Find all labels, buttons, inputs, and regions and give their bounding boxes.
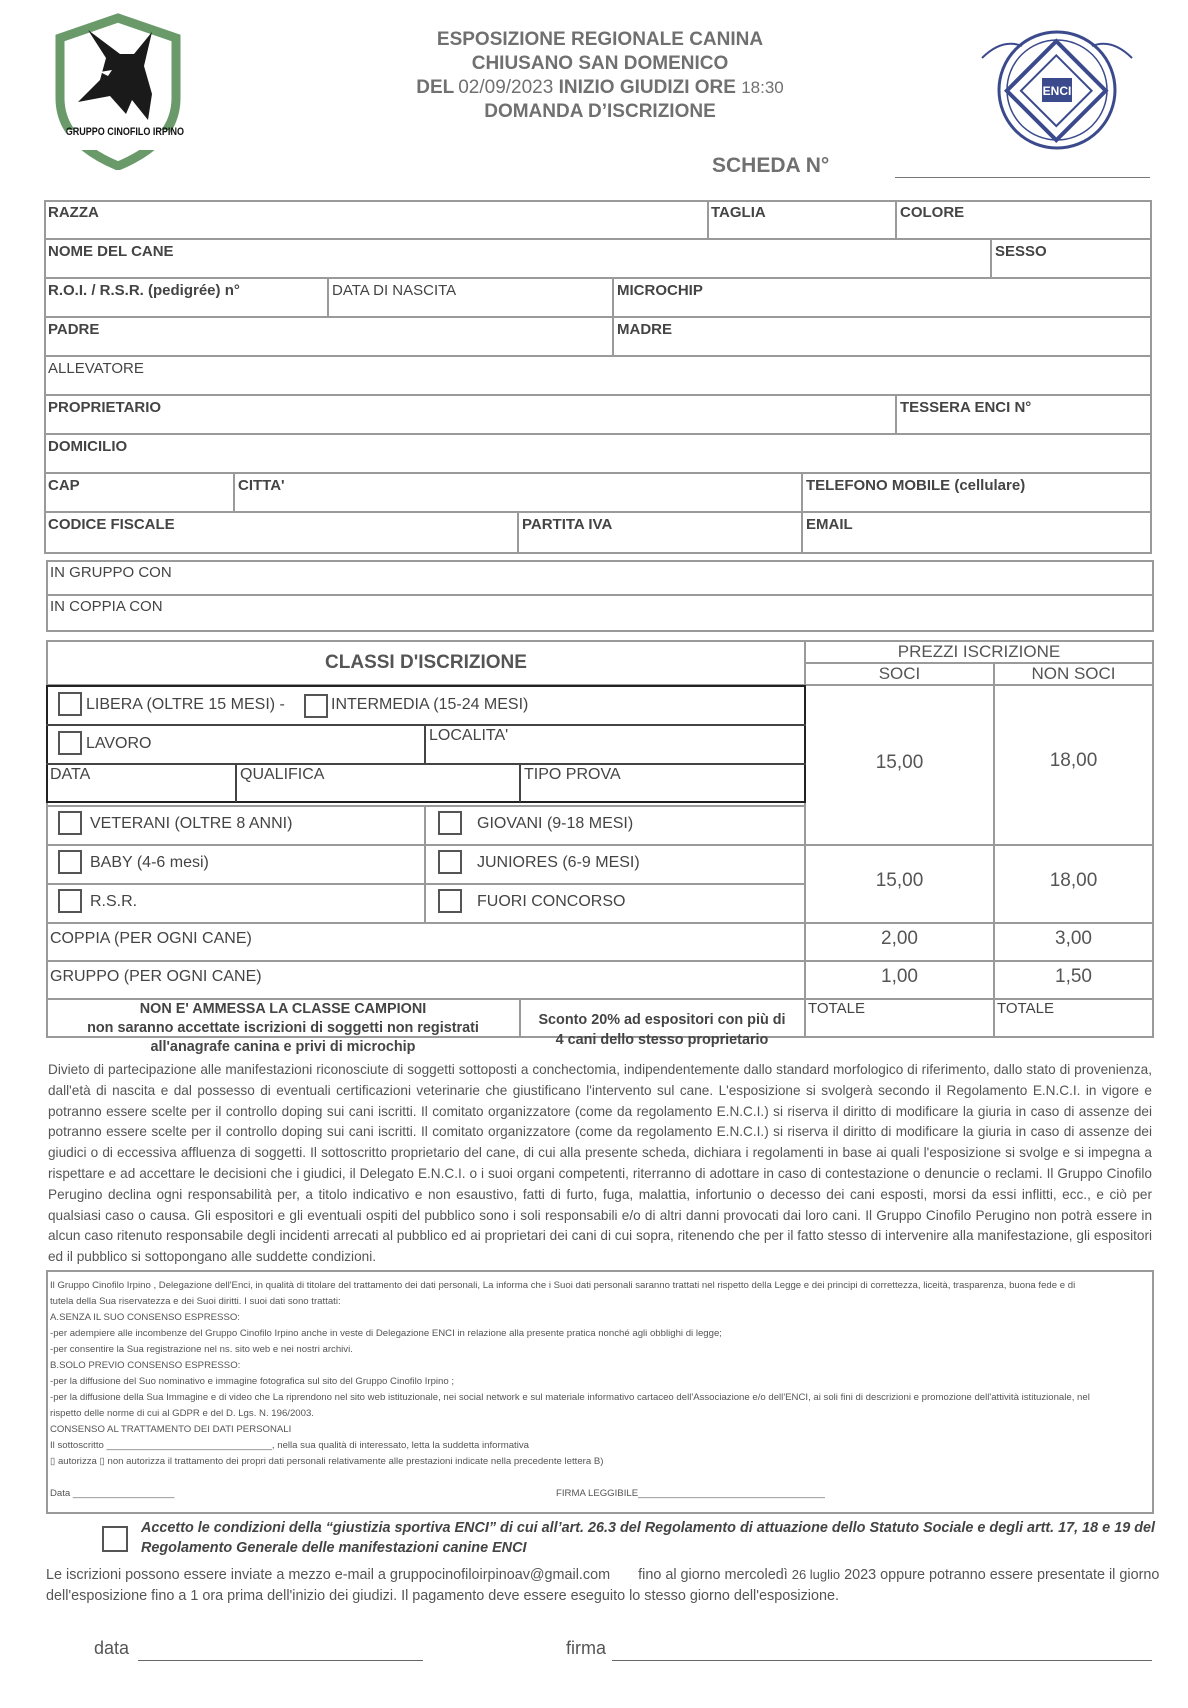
field-roi[interactable]: R.O.I. / R.S.R. (pedigrée) n° xyxy=(48,282,240,299)
privacy-line: -per consentire la Sua registrazione nel ns. sito web e nei nostri archivi. xyxy=(50,1344,353,1355)
field-cap[interactable]: CAP xyxy=(48,477,80,494)
price-coppia-soci: 2,00 xyxy=(881,928,918,949)
logo-enci xyxy=(972,28,1142,153)
field-domicilio[interactable]: DOMICILIO xyxy=(48,438,128,455)
field-data-prova[interactable]: DATA xyxy=(50,766,91,783)
field-razza[interactable]: RAZZA xyxy=(48,204,99,221)
header-inizio: INIZIO GIUDIZI ORE xyxy=(558,77,736,98)
field-in-gruppo-con[interactable]: IN GRUPPO CON xyxy=(50,564,172,581)
footer-deadline-date: 26 luglio xyxy=(791,1567,841,1582)
group-couple-table xyxy=(46,560,1154,632)
privacy-line: ▯ autorizza ▯ non autorizza il trattamento dei propri dati personali relativamente alle prestazioni indicate nella precedente lettera B) xyxy=(50,1456,604,1467)
header-title xyxy=(360,28,840,124)
notice-campioni xyxy=(48,1000,518,1057)
field-partita-iva[interactable]: PARTITA IVA xyxy=(522,516,613,533)
class-intermedia: INTERMEDIA (15-24 MESI) xyxy=(331,696,529,713)
privacy-firma-field[interactable]: FIRMA LEGGIBILE___________________________________ xyxy=(556,1488,825,1499)
field-nome-cane[interactable]: NOME DEL CANE xyxy=(48,243,174,260)
checkbox-juniores[interactable] xyxy=(438,850,462,874)
scheda-number-line[interactable] xyxy=(895,177,1150,178)
totale-nonsoci[interactable]: TOTALE xyxy=(997,1000,1054,1017)
class-lavoro: LAVORO xyxy=(86,735,152,752)
header-time: 18:30 xyxy=(741,78,784,97)
footer-email-text: Le iscrizioni possono essere inviate a mezzo e-mail a gruppocinofiloirpinoav@gmail.com xyxy=(46,1567,611,1583)
field-taglia[interactable]: TAGLIA xyxy=(711,204,766,221)
accept-line1: Accetto le condizioni della “giustizia sportiva ENCI” di cui all’art. 26.3 del Regolamento di attuazione dello Statuto Sociale e degli artt. 17, 18 e 19 del xyxy=(141,1520,1155,1536)
class-baby: BABY (4-6 mesi) xyxy=(90,854,209,871)
field-proprietario[interactable]: PROPRIETARIO xyxy=(48,399,162,416)
privacy-line: Il sottoscritto _______________________________, nella sua qualità di interessato, letta la suddetta informativa xyxy=(50,1440,529,1451)
svg-text:ENCI: ENCI xyxy=(1042,84,1072,98)
field-madre[interactable]: MADRE xyxy=(617,321,672,338)
sign-firma-line[interactable] xyxy=(612,1660,1152,1661)
privacy-line: -per la diffusione del Suo nominativo e immagine fotografica sul sito del Gruppo Cinofilo Irpino ; xyxy=(50,1376,455,1387)
header-line1: ESPOSIZIONE REGIONALE CANINA xyxy=(436,29,764,50)
checkbox-veterani[interactable] xyxy=(58,811,82,835)
field-qualifica[interactable]: QUALIFICA xyxy=(240,766,325,783)
checkbox-libera[interactable] xyxy=(58,692,82,716)
header-date: 02/09/2023 xyxy=(458,77,554,98)
field-allevatore[interactable]: ALLEVATORE xyxy=(48,360,144,377)
footer-line1 xyxy=(46,1564,1160,1586)
privacy-data-field[interactable]: Data ___________________ xyxy=(50,1488,175,1499)
accept-text xyxy=(141,1518,1155,1558)
prezzi-label: PREZZI ISCRIZIONE xyxy=(897,642,1061,661)
enci-seal-icon xyxy=(972,28,1142,153)
price-block2-nonsoci: 18,00 xyxy=(1049,870,1098,891)
logo-gruppo-cinofilo xyxy=(48,10,188,170)
header-line4: DOMANDA D’ISCRIZIONE xyxy=(484,101,716,122)
price-gruppo-nonsoci: 1,50 xyxy=(1055,966,1092,987)
sign-data-label: data xyxy=(94,1638,130,1658)
field-telefono[interactable]: TELEFONO MOBILE (cellulare) xyxy=(806,477,1026,494)
notice-line1: NON E' AMMESSA LA CLASSE CAMPIONI xyxy=(139,1001,427,1017)
footer-deadline-year: 2023 oppure potranno essere presentate il giorno xyxy=(844,1567,1160,1583)
privacy-line: B.SOLO PREVIO CONSENSO ESPRESSO: xyxy=(50,1360,241,1371)
privacy-line: -per adempiere alle incombenze del Gruppo Cinofilo Irpino anche in veste di Delegazione ENCI in relazione alla presente pratica nonché agli obblighi di legge; xyxy=(50,1328,722,1339)
price-block1-soci: 15,00 xyxy=(875,752,924,773)
footer-text xyxy=(46,1564,1160,1607)
field-codice-fiscale[interactable]: CODICE FISCALE xyxy=(48,516,175,533)
sconto-line1: Sconto 20% ad espositori con più di xyxy=(538,1012,786,1028)
checkbox-fuori-concorso[interactable] xyxy=(438,889,462,913)
privacy-line: A.SENZA IL SUO CONSENSO ESPRESSO: xyxy=(50,1312,240,1323)
class-veterani: VETERANI (OLTRE 8 ANNI) xyxy=(90,815,293,832)
field-tipo-prova[interactable]: TIPO PROVA xyxy=(524,766,621,783)
footer-line2: dell'esposizione fino a 1 ora prima dell'inizio dei giudizi. Il pagamento deve essere eseguito lo stesso giorno dell'esposizione. xyxy=(46,1588,840,1604)
class-libera: LIBERA (OLTRE 15 MESI) - xyxy=(86,696,285,713)
sconto-note xyxy=(521,1010,803,1050)
field-localita[interactable]: LOCALITA' xyxy=(429,727,509,744)
rules-text: Divieto di partecipazione alle manifestazioni riconosciute di soggetti sottoposti a conchectomia, indipendentemente dallo standard morfologico di riferimento, dallo stato di provenienza, dall'età di nascita e dal possesso di eventuali certificazioni veterinarie che giustificano l'intervento sul cane. L'esposizione si svolgerà secondo il Regolamento E.N.C.I. in vigore e potranno essere scelte per il controllo doping sui cani iscritti. Il comitato organizzatore (come da regolamento E.N.C.I.) si riserva il diritto di modificare la giuria in caso di assenze dei potranno essere scelte per il controllo doping sui cani iscritti. Il comitato organizzatore (come da regolamento E.N.C.I.) si riserva il diritto di modificare la giuria in caso di assenze dei giudici o di eccessiva affluenza di soggetti. Il sottoscritto proprietario del cane, di cui alla presente scheda, dichiara i regolamenti in base ai quali l'esposizione si svolge e si impegna a rispettare e ad accettare le decisioni che i giudici, il Delegato E.N.C.I. o i suoi organi competenti, riterranno di adottare in caso di contestazione o denuncie o reclami. Il Gruppo Cinofilo Perugino declina ogni responsabilità per, a titolo indicativo e non esaustivo, fatti di furto, fuga, malattia, infortunio o decesso dei cani esposti, morsi da essi inflitti, ecc., e ciò per qualsiasi caso o causa. Gli espositori e gli eventuali ospiti del pubblico sono i soli responsabili e/o di altri danni provocati dai loro cani. Il Gruppo Cinofilo Perugino non potrà essere in alcun caso ritenuto responsabile degli incidenti arrecati al pubblico ed ai proprietari dei cani di cui sopra, ritenendo che per il fatto stesso di intervenire alla manifestazione, gli espositori ed il pubblico si sottopongano alle suddette condizioni. xyxy=(48,1062,1152,1265)
soci-label: SOCI xyxy=(878,664,921,683)
price-block2-soci: 15,00 xyxy=(875,870,924,891)
price-coppia-nonsoci: 3,00 xyxy=(1055,928,1092,949)
checkbox-lavoro[interactable] xyxy=(58,731,82,755)
field-in-coppia-con[interactable]: IN COPPIA CON xyxy=(50,598,163,615)
price-gruppo-soci: 1,00 xyxy=(881,966,918,987)
field-padre[interactable]: PADRE xyxy=(48,321,100,338)
notice-line2: non saranno accettate iscrizioni di soggetti non registrati xyxy=(87,1020,479,1036)
field-colore[interactable]: COLORE xyxy=(900,204,965,221)
price-block1-nonsoci: 18,00 xyxy=(1049,750,1098,771)
field-tessera-enci[interactable]: TESSERA ENCI N° xyxy=(900,399,1032,416)
class-rsr: R.S.R. xyxy=(90,893,138,910)
checkbox-accetto[interactable] xyxy=(102,1526,128,1552)
dog-data-table xyxy=(44,200,1152,554)
class-gruppo: GRUPPO (PER OGNI CANE) xyxy=(50,968,262,985)
checkbox-giovani[interactable] xyxy=(438,811,462,835)
nonsoci-label: NON SOCI xyxy=(1031,664,1116,683)
class-fuori-concorso: FUORI CONCORSO xyxy=(477,893,626,910)
header-del: DEL xyxy=(416,77,455,98)
privacy-line: -per la diffusione della Sua Immagine e di video che La riprendono nel sito web istituzionale, nei social network e sul materiale informativo cartaceo dell'Associazione e/o dell'ENCI, ai soli fini di descrizioni e promozione dell'attività istituzionale, nel xyxy=(50,1392,1090,1403)
classes-title: CLASSI D'ISCRIZIONE xyxy=(325,652,527,673)
class-juniores: JUNIORES (6-9 MESI) xyxy=(477,854,640,871)
checkbox-rsr[interactable] xyxy=(58,889,82,913)
field-microchip[interactable]: MICROCHIP xyxy=(617,282,703,299)
dog-head-shield-icon xyxy=(48,10,188,170)
logo-left-text: GRUPPO CINOFILO IRPINO xyxy=(65,126,184,138)
class-giovani: GIOVANI (9-18 MESI) xyxy=(477,815,634,832)
field-email[interactable]: EMAIL xyxy=(806,516,853,533)
header-line2: CHIUSANO SAN DOMENICO xyxy=(471,53,729,74)
totale-soci[interactable]: TOTALE xyxy=(808,1000,865,1017)
checkbox-baby[interactable] xyxy=(58,850,82,874)
privacy-lines xyxy=(50,1278,1150,1470)
checkbox-intermedia[interactable] xyxy=(304,694,328,718)
notice-line3: all'anagrafe canina e privi di microchip xyxy=(150,1039,416,1055)
accept-line2: Regolamento Generale delle manifestazioni canine ENCI xyxy=(141,1540,527,1556)
class-coppia: COPPIA (PER OGNI CANE) xyxy=(50,930,252,947)
field-sesso[interactable]: SESSO xyxy=(995,243,1047,260)
field-citta[interactable]: CITTA' xyxy=(238,477,285,494)
sign-data-line[interactable] xyxy=(138,1660,423,1661)
footer-deadline-text: fino al giorno mercoledì xyxy=(638,1567,788,1583)
field-data-nascita[interactable]: DATA DI NASCITA xyxy=(332,282,457,299)
privacy-line: Il Gruppo Cinofilo Irpino , Delegazione dell'Enci, in qualità di titolare del trattamento dei dati personali, La informa che i Suoi dati personali saranno trattati nel rispetto della Legge e dei principi di correttezza, liceità, trasparenza, buona fede e di xyxy=(50,1280,1076,1291)
privacy-line: CONSENSO AL TRATTAMENTO DEI DATI PERSONALI xyxy=(50,1424,292,1435)
privacy-line: tutela della Sua riservatezza e dei Suoi diritti. I suoi dati sono trattati: xyxy=(50,1296,341,1307)
privacy-line: rispetto delle norme di cui al GDPR e del D. Lgs. N. 196/2003. xyxy=(50,1408,314,1419)
scheda-label: SCHEDA N° xyxy=(712,154,830,177)
header-line3 xyxy=(360,76,840,100)
sconto-line2: 4 cani dello stesso proprietario xyxy=(555,1032,769,1048)
sign-firma-label: firma xyxy=(566,1638,606,1658)
